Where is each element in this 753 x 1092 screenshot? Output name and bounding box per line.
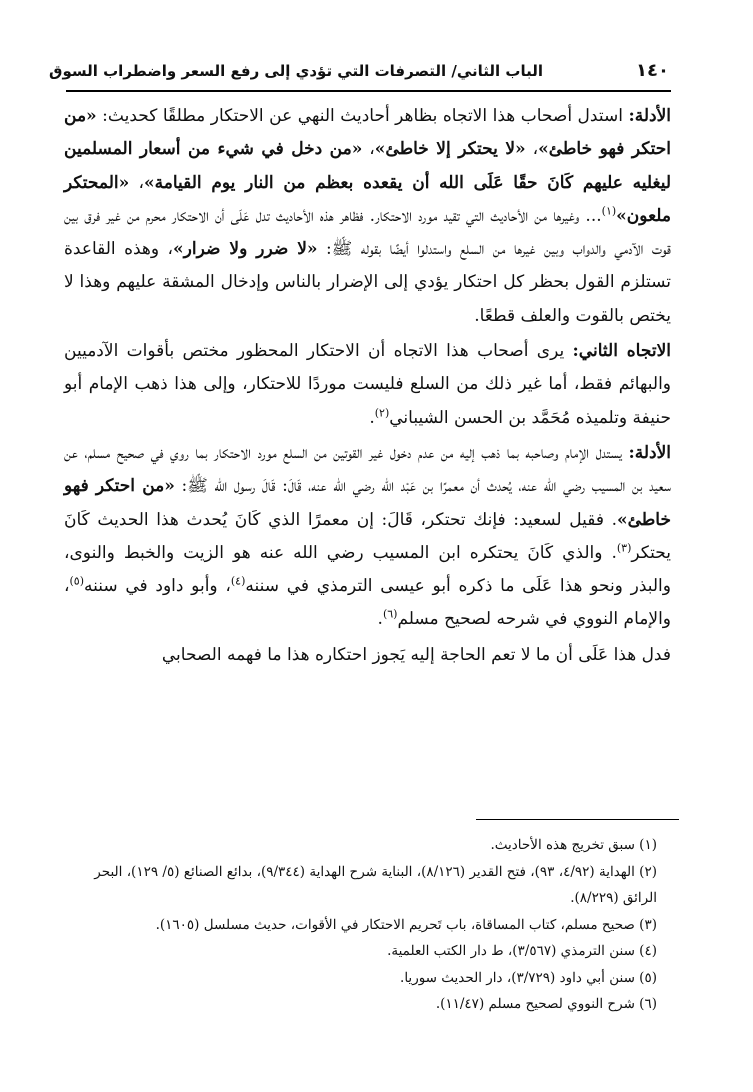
page-header (49, 58, 671, 92)
text-run: ، وهذه القاعدة تستلزم القول بحظر كل احتكار يؤدي إلى الإضرار بالناس وإدخال المشقة عليهم وهذا لا يختص بالقوت والعلف قطعًا. (64, 239, 671, 326)
footnotes (64, 832, 671, 1018)
paragraph-second-direction (64, 335, 671, 435)
paragraph-evidence-2 (64, 437, 671, 637)
footnote-4: (٤) سنن الترمذي (٣/٥٦٧)، ط دار الكتب العلمية. (387, 943, 657, 959)
footnote-ref: (٥) (69, 574, 85, 588)
text-run: ، وأبو داود في سننه (84, 576, 231, 597)
text-run: ، (525, 139, 539, 160)
footnote-2: (٢) الهداية (٤/٩٢، ٩٣)، فتح القدير (٨/١٢٦)، البناية شرح الهداية (٩/٣٤٤)، بدائع الصنائع (٥/ ١٢٩)، البحر الرائق (٨/٢٢٩). (94, 863, 657, 906)
hadith-quote: «من دخل في شيء من أسعار المسلمين ليغليه عليهم كَانَ حقًا عَلَى الله أن يقعده بعظم من النار يوم القيامة» (64, 139, 672, 193)
text-run: . فقيل لسعيد: فإنك تحتكر، قَالَ: إن معمرًا الذي كَانَ يُحدث هذا الحديث كَانَ يحتكر (64, 509, 671, 563)
text-run: . (369, 407, 375, 428)
footnote-1: (١) سبق تخريج هذه الأحاديث. (490, 837, 657, 853)
footnote-ref: (١) (601, 204, 617, 218)
text-run: يستدل الإمام وصاحبه بما ذهب إليه من عدم دخول غير القوتين من السلع مورد الاحتكار بما روي في صحيح مسلم، عن سعيد بن المسيب رضي الله عنه، يُحدث أن معمرًا بن عَبْد الله رضي الله عنه، قَالَ: قَالَ رسول الله ﷺ: (64, 442, 671, 497)
text-run: . (377, 609, 383, 630)
section-label: الأدلة: (628, 106, 671, 126)
hadith-quote: «لا ضرر ولا ضرار» (173, 239, 318, 260)
footnote-ref: (٢) (374, 406, 390, 420)
hadith-quote: «من احتكر فهو خاطئ» (64, 476, 671, 530)
page-number: ١٤٠ (636, 60, 669, 81)
hadith-quote: «من احتكر فهو خاطئ» (64, 106, 671, 160)
text-run: ... وغيرها من الأحاديث التي تقيد مورد الاحتكار. فظاهر هذه الأحاديث تدل عَلَى أن الاحتكار محرم من غير فرق بين قوت الآدمي والدواب وبين غيرها من السلع واستدلوا أيضًا بقوله ﷺ: (64, 205, 671, 260)
footnote-ref: (٤) (230, 574, 246, 588)
footnote-ref: (٣) (616, 541, 632, 555)
text-run: ، (129, 172, 144, 193)
text-run: ، (362, 139, 375, 160)
section-label: الاتجاه الثاني: (572, 341, 671, 362)
paragraph-conclusion (64, 639, 671, 672)
hadith-quote: «المحتكر ملعون» (64, 172, 671, 226)
footnote-5: (٥) سنن أبي داود (٣/٧٢٩)، دار الحديث سوريا. (400, 969, 657, 986)
paragraph-evidence-1 (64, 100, 671, 333)
footnote-6: (٦) شرح النووي لصحيح مسلم (١١/٤٧). (435, 996, 657, 1012)
text-run: فدل هذا عَلَى أن ما لا تعم الحاجة إليه يَجوز احتكاره هذا ما فهمه الصحابي (161, 644, 671, 665)
footnote-ref: (٦) (382, 607, 398, 621)
text-run: استدل أصحاب هذا الاتجاه بظاهر أحاديث النهي عن الاحتكار مطلقًا كحديث: (96, 106, 629, 126)
text-run: . والذي كَانَ يحتكره ابن المسيب رضي الله عنه هو الزيت والخبط والنوى، والبذر ونحو هذا عَلَى ما ذكره أبو عيسى الترمذي في سننه (64, 542, 671, 597)
text-run: يرى أصحاب هذا الاتجاه أن الاحتكار المحظور مختص بأقوات الآدميين والبهائم فقط، أما غير ذلك من السلع فليست موردًا للاحتكار، وإلى هذا ذهب الإمام أبو حنيفة وتلميذه مُحَمَّد بن الحسن الشيباني (64, 341, 671, 428)
main-text (64, 100, 671, 672)
running-title: الباب الثاني/ التصرفات التي تؤدي إلى رفع السعر واضطراب السوق (49, 62, 543, 80)
footnote-3: (٣) صحيح مسلم، كتاب المساقاة، باب تَحريم الاحتكار في الأقوات، حديث مسلسل (١٦٠٥). (155, 916, 657, 933)
hadith-quote: «لا يحتكر إلا خاطئ» (374, 139, 526, 160)
text-run: ، والإمام النووي في شرحه لصحيح مسلم (64, 576, 671, 630)
section-label: الأدلة: (628, 442, 671, 463)
footnote-divider (476, 819, 679, 820)
